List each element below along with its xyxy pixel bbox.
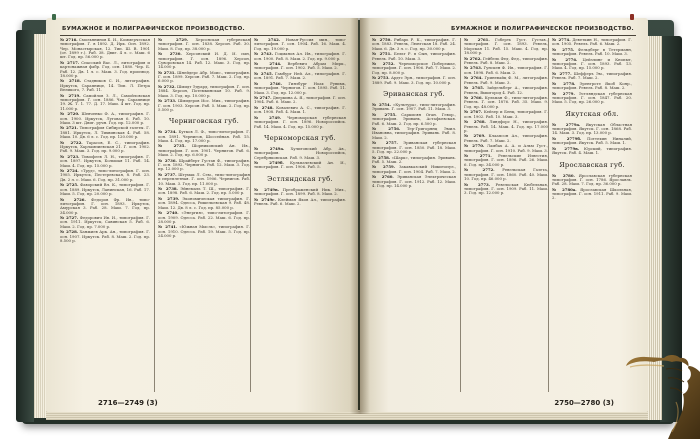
right-col-3-entries-c (552, 174, 632, 201)
entry-number: № 2728. (60, 229, 79, 235)
catalog-entry (60, 141, 150, 154)
catalog-entry (552, 72, 632, 81)
catalog-entry (60, 112, 150, 125)
section-heading-yaroslavl: Ярославская губ. (559, 160, 625, 169)
catalog-entry (60, 61, 150, 78)
left-page-footer: 2716—2749 (3) (98, 399, 158, 407)
entry-text: Деветкин Н., типография. Г. осн. 1905. Ревель. Раб. 6. Маш. 2. (552, 38, 632, 47)
left-header-rule (60, 35, 346, 36)
catalog-entry (254, 62, 346, 71)
entry-number: № 2749в. (254, 186, 279, 192)
entry-text: Гейбель Фед. Фед., типография. Ревель. Раб. 8. Маш. 2. (464, 55, 548, 65)
catalog-entry (254, 198, 346, 207)
catalog-entry (254, 72, 346, 81)
catalog-entry (552, 147, 632, 156)
entry-number: № 2729. (158, 38, 189, 42)
entry-number: № 2778. (552, 80, 576, 86)
cover-edge-left (16, 30, 34, 422)
entry-text: Шорниковский Ан. Ив., типография. Г. осн. 1901. Чернигов. Раб. 6. Маш. 2. Год. пр. 6.000 р. (158, 143, 250, 158)
entry-number: № 2740. (158, 210, 179, 216)
section-heading-chernomor: Черноморская губ. (264, 133, 336, 142)
entry-number: № 2759. (372, 164, 396, 170)
entry-number: № 2749г. (254, 196, 276, 202)
entry-text: Шевченко Ф. А., типография. Г. осн. 1900. Иркутск, Луговая 6. Раб. 10. Маш. 3 шт. Двиг. ручн. Год. пр. 12.000 р. (60, 111, 150, 125)
entry-number: № 2776. (552, 56, 578, 62)
entry-text: Фаворский Вл. К., типография. Г. осн. 1889. Иркутск, Ланинская, 16. Раб. 17. Маш. 5. Год. пр. 20.000 р. (60, 182, 150, 197)
top-edge-tab-green (52, 14, 56, 20)
entry-number: № 2749б. (254, 160, 284, 166)
entry-number: № 2716. (60, 38, 78, 42)
top-edge-tab-red (630, 14, 634, 20)
entry-text: Стадников С. И., литография. Иркутск, Сарапнице, 14. Тип. Л. Петра Великого, 7. Раб. 11. (60, 78, 150, 93)
entry-text: Ковалевич А. С., типография. Г. осн. 1908. Раб. 4. Маш. 1. (254, 104, 347, 115)
catalog-entry (158, 38, 250, 51)
entry-number: № 2727. (60, 215, 79, 221)
catalog-entry (254, 96, 346, 105)
entry-text: Фельдберг в Тетерманн, типография. Ревель. Раб. 10. Маш. 3. (552, 46, 632, 57)
entry-text: Спасский Вас. Л., литография и картонажная фабр. Год. осн. 1880. Чер. Б. Раб. 12. Дв. 1 л. с. Маш. 3. Год. производ. 18.000 р. (60, 59, 150, 78)
entry-text: Кейзер и Бенц, типография. Г. осн. 1902. Раб. 10. Маш. 3. (464, 109, 548, 119)
entry-text: Гоцманов Ал. Ив., типография. Г. осн. 1900. Раб. 8. Маш. 2. Год. пр. 9.000 р. (254, 51, 346, 61)
book-gutter-shadow (350, 18, 370, 414)
catalog-entry (372, 103, 456, 112)
entry-text: Гунскен Ф. Ив., типография. Г. осн. 1898. Раб. 6. Маш. 2. (464, 65, 548, 75)
catalog-entry (60, 155, 150, 168)
entry-number: № 2725. (60, 182, 79, 188)
catalog-entry (464, 96, 548, 109)
entry-number: № 2742. (254, 38, 281, 42)
entry-number: № 2752. (372, 61, 395, 67)
left-col-3-entries (254, 38, 346, 129)
entry-number: № 2769. (464, 133, 486, 139)
right-col-3-entries (552, 38, 632, 105)
entry-number: № 2777. (552, 70, 572, 76)
entry-number: № 2767. (464, 109, 483, 115)
catalog-entry (254, 106, 346, 115)
entry-number: № 2738. (158, 186, 178, 192)
entry-number: № 2751. (372, 51, 392, 57)
entry-number: № 2718. (60, 78, 82, 84)
right-col-2-entries (464, 38, 548, 196)
section-heading-estland: Эстляндская губ. (267, 174, 333, 183)
entry-number: № 2764. (464, 75, 483, 81)
entry-number: № 2765. (464, 85, 485, 91)
entry-text: Ревельская Кюбельная, типография. Г. осн. 1909. Раб. 11. Маш. 3. Год. пр. 12.000 р. (464, 181, 548, 196)
entry-text: «Культура», типо-литография. Эривань. Г. осн. 1907. Раб. 11. Маш. 3. (372, 102, 456, 112)
entry-text: Юрский, типография. Якутск. Раб. 4. Маш. 1. (552, 145, 632, 156)
entry-number: № 2744. (254, 61, 282, 67)
catalog-entry (552, 82, 632, 91)
entry-number: № 2746. (254, 80, 282, 86)
catalog-entry (372, 52, 456, 61)
catalog-entry (464, 134, 548, 143)
catalog-entry (254, 147, 346, 160)
entry-text: Преображенский Ник. Мих., типография. Г. осн. 1899. Раб. 8. Маш. 2. (254, 186, 346, 197)
entry-text: Ревельские Известия, типография. Г. осн. 1896. Раб. 26. Маш. 6. Год. пр. 34.000 р. (464, 153, 548, 167)
entry-text: Рибарь Р. К., типография. Г. осн. 1883. Ревель, Люнгская 18. Раб. 24. Маш. 6. Дв. 3 л. с. Год. пр. 30.000 р. (372, 38, 456, 51)
entry-number: № 2734. (158, 129, 177, 135)
entry-number: № 2736. (158, 157, 177, 163)
entry-number: № 2779а. (552, 121, 581, 127)
catalog-entry (158, 211, 250, 224)
entry-number: № 2724. (60, 168, 79, 174)
entry-number: № 2747. (254, 95, 272, 101)
left-col-1 (60, 38, 153, 392)
entry-number: № 2720. (60, 111, 80, 117)
entry-number: № 2733. (158, 98, 177, 104)
entry-text: Федоров Фр. Ив., типо-литография. Г. осн. 1893. Иркутск, Амурская 3. Раб. 28. Маш. 7. Год. пр. 34.000 р. (60, 196, 150, 215)
entry-text: Ханжиев Арк. Ан., типография. Г. осн. 1907. Иркутск. Раб. 8. Маш. 2. Год. пр. 8.500 р. (60, 229, 150, 244)
left-col-3-entries-c (254, 188, 346, 207)
entry-text: Смольянинов Б. И., Коммерческая типография. Г. в 1892. Д. Ирк. Осн. 1892. Чер. Монастырская, 12. Тип. Ш. В. 1901 (от. 1899 г.). Раб. 38. Двиг. 4 л. с. Маш. 6 шт. Год. пр. 56.000 р. (60, 38, 150, 60)
left-page-header: БУМАЖНОЕ И ПОЛИГРАФИЧЕСКОЕ ПРОИЗВОДСТВО. (62, 26, 245, 32)
catalog-entry (552, 123, 632, 136)
entry-number: № 2723. (60, 153, 80, 159)
entry-number: № 2749а. (254, 145, 285, 151)
entry-text: Закавказский Никитопул., типография. Г. осн. 1904. Раб. 7. Маш. 2. (372, 164, 456, 174)
entry-number: № 2780. (552, 172, 575, 178)
entry-text: «Южная Мысль», типография. Г. осн. 1910. Одесса. Раб. 19. Маш. 5. Год. пр. 24.000 р. (158, 224, 250, 239)
catalog-entry (158, 187, 250, 196)
entry-number: № 2732. (158, 84, 176, 89)
entry-text: Дверкина А. Я., типография. Г. осн. 1904. Раб. 6. Маш. 2. (254, 95, 346, 105)
catalog-entry (372, 76, 456, 85)
entry-number: № 2758. (372, 154, 391, 160)
catalog-entry (372, 127, 456, 140)
catalog-entry (158, 144, 250, 157)
left-col-1-entries (60, 38, 150, 243)
entry-text: Шнейдерс Абр. Моис., типография. Г. осн. 1899. Херсон. Раб. 7. Маш. 2. Год. пр. 6.000 р. (158, 69, 250, 84)
section-heading-chernigov: Черниговская губ. (169, 117, 239, 126)
entry-number: № 2768. (464, 119, 486, 125)
catalog-entry (372, 165, 456, 174)
entry-text: Вербевич Абрам Мирк., типография. Г. осн. 1902. Раб. 5. Маш. 2. (254, 61, 346, 71)
entry-number: № 2749. (254, 114, 282, 120)
catalog-entry (372, 156, 456, 165)
entry-text: Поттехин Ниналий, типография. Якутск. Раб. 5. Маш. 1. (552, 135, 632, 146)
entry-text: Ардтс Эрн., типография. Г. осн. 1889. Раб. 9. Маш. 3. Год. пр. 10.000 р. (372, 75, 456, 85)
entry-text: Ламбах А. А. и Альм Густ., типография. Г. осн. 1910. Раб. 9. Маш. 3. (464, 143, 548, 153)
catalog-entry (464, 76, 548, 85)
entry-number: № 2730. (158, 51, 182, 57)
entry-text: Линдфорс Н., типография. Ревель. Раб. 14. Маш. 4. Год. пр. 17.000 р. (464, 119, 548, 133)
entry-text: Ярославская губернская типография. Г. осн. 1786. Ярославль. Раб. 28. Маш. 7. Год. пр. 36.000 р. (552, 172, 632, 187)
entry-number: № 2750. (372, 38, 392, 42)
brass-hand-page-holder-icon (620, 336, 700, 439)
catalog-entry (372, 62, 456, 75)
entry-number: № 2775. (552, 46, 575, 52)
catalog-entry (464, 110, 548, 119)
catalog-entry (158, 130, 250, 143)
catalog-entry (464, 144, 548, 153)
entry-number: № 2760. (372, 174, 394, 180)
entry-number: № 2753. (372, 75, 390, 81)
left-col-2-entries (158, 38, 250, 112)
entry-text: Штумак Л. Сем., типо-литография и переплетная. Г. осн. 1906. Чернигов. Раб. 10. Маш. 3. Год. пр. 11.000 р. (158, 171, 250, 186)
entry-number: № 2766. (464, 95, 483, 101)
entry-text: Шрайберт Густав Ф., типография. Г. осн. 1892. Чернигов. Раб. 12. Маш. 3. Год. пр. 12.000 р. (158, 157, 250, 172)
entry-text: Эриванская Электрическая типография. Г. осн. 1912. Раб. 12. Маш. 4. Год. пр. 14.000 р. (372, 174, 456, 188)
catalog-entry (552, 188, 632, 201)
entry-number: № 2739. (158, 196, 180, 201)
entry-text: Экономическая типография. Г. осн. 1894. Одесса, Ришельевская 9. Раб. 48. Маш. 12. Дв. 8 л. с. Год. пр. 85.000 р. (158, 196, 250, 210)
entry-text: Клаапсон Ал., типография. Ревель. Раб. 7. Маш. 2. (464, 133, 548, 143)
entry-number: № 2770. (464, 143, 485, 149)
right-col-1 (372, 38, 459, 392)
entry-text: Тер-Григорянц Эмил. Ивановна, типография. Эривань. Раб. 8. Маш. 2. (372, 126, 456, 140)
catalog-entry (60, 230, 150, 243)
catalog-entry (254, 116, 346, 129)
right-page-footer: 2750—2780 (3) (554, 399, 614, 407)
catalog-entry (158, 225, 250, 238)
entry-text: Ревельская Газета, типография. Г. осн. 1860. Раб. 40. Маш. 10. Год. пр. 46.000 р. (464, 167, 548, 182)
catalog-entry (464, 183, 548, 196)
entry-number: № 2726. (60, 196, 86, 202)
entry-text: Эйнемаль Т. Ш., типография. Г. осн. 1898. Раб. 6. Маш. 2. Год. пр. 5.000 р. (158, 186, 250, 196)
catalog-entry (254, 82, 346, 95)
right-page (360, 18, 648, 412)
entry-number: № 2763. (464, 65, 483, 71)
catalog-entry (254, 188, 346, 197)
catalog-entry (158, 99, 250, 112)
entry-number: № 2721. (60, 125, 79, 131)
entry-number: № 2755. (372, 111, 397, 117)
entry-text: «Труд», типо-литография. Г. осн. 1905. Иркутск, Пестеревская, 8. Раб. 23. Дв. 2 л. с. Маш. 6. Год. пр. 31.000 р. (60, 168, 150, 182)
entry-number: № 2754. (372, 102, 391, 107)
catalog-entry (254, 161, 346, 170)
catalog-entry (372, 175, 456, 188)
entry-number: № 2719. (60, 92, 81, 98)
entry-text: Федорович Ив. И., типография. Г. осн. 1911. Иркутск, Савинская 5. Раб. 6. Маш. 2. Год. пр. 7.000 р. (60, 215, 150, 229)
catalog-entry (464, 154, 548, 167)
catalog-entry (158, 71, 250, 84)
entry-text: Херсонский И. Д. И. сын, типография. Г. осн. 1896. Херсон, Суворовская 14. Раб. 12. Маш. 3. Год. пр. 14.000 р. (158, 51, 251, 70)
entry-text: Эренгроте Якоб Конр., типография. Ревель. Раб. 8. Маш. 2. (552, 80, 632, 91)
catalog-entry (60, 94, 150, 111)
entry-number: № 2757. (372, 140, 398, 146)
catalog-entry (372, 38, 456, 51)
catalog-entry (158, 173, 250, 186)
section-heading-erivan: Эриванская губ. (383, 90, 445, 98)
catalog-entry (464, 38, 548, 55)
catalog-entry (552, 174, 632, 187)
entry-number: № 2722. (60, 139, 83, 145)
right-page-header: БУМАЖНОЕ И ПОЛИГРАФИЧЕСКОЕ ПРОИЗВОДСТВО. (451, 26, 634, 32)
catalog-entry (552, 38, 632, 47)
catalog-entry (60, 126, 150, 139)
entry-text: Новая-Руссия мин., типо-литография. Г. осн. 1904. Раб. 16. Маш. 4. Год. пр. 19.000 р. (254, 38, 346, 51)
entry-text: Типография Сибирской газеты. Г. 1881. Иркутск, Л. Тихвинская 4. Раб. 58. Маш. 10. Дв. 6 л. с. Год. пр. 120.000 р. (60, 125, 150, 140)
catalog-entry (464, 120, 548, 133)
catalog-entry (464, 86, 548, 95)
entry-number: № 2773. (464, 181, 491, 187)
entry-text: Клейман Яков Ал., типография. Ревель. Раб. 6. Маш. 2. (254, 196, 346, 206)
entry-text: «Энергия», типо-литография. Г. осн. 1909. Одесса. Раб. 22. Маш. 6. Год. пр. 28.000 р. (158, 210, 250, 224)
catalog-entry (60, 79, 150, 92)
entry-text: «Шарк», типография. Эривань. Раб. 5. Маш. 2. (372, 154, 456, 164)
entry-text: Черноморское Побережье, типография. Г. осн. 1906. Раб. 7. Маш. 2. Год. пр. 8.000 р. (372, 61, 456, 75)
catalog-entry (464, 66, 548, 75)
entry-number: № 2731. (158, 69, 176, 75)
entry-text: Цейзлинг и Кнопыт, типография. Г. осн. 1893. Раб. 13. Маш. 4. Год. пр. 15.000 р. (552, 56, 632, 71)
entry-text: Бутков Л. Ф., типо-литография. Г. осн. 1891. Чернигов, Шоссейная. Раб. 15. Маш. 4. Год. пр. 17.000 р. (158, 129, 250, 143)
catalog-entry (60, 38, 150, 60)
entry-text: Шмидеров Иос. Мих., типография. Г. осн. 1903. Херсон. Раб. 5. Маш. 2. Год. пр. 5.500 р. (158, 98, 250, 112)
entry-text: Черноморская губернская типография. Г. осн. 1896. Новороссийск. Раб. 14. Маш. 4. Год. пр. 15.000 р. (254, 114, 346, 129)
entry-number: № 2762. (464, 55, 482, 61)
entry-number: № 2756. (372, 126, 401, 132)
catalog-entry (552, 92, 632, 105)
entry-number: № 2735. (158, 143, 186, 149)
entry-text: Эстляндская губернская типография. Г. осн. 1847. Раб. 20. Маш. 5. Год. пр. 26.000 р. (552, 90, 632, 105)
catalog-entry (158, 159, 250, 172)
entry-text: Хулиговский Абр. Ав., типография. Новороссийск, Серебряковская. Раб. 9. Маш. 3. (254, 145, 346, 160)
entry-number: № 2717. (60, 59, 80, 65)
entry-number: № 2771. (464, 153, 492, 159)
catalog-entry (60, 198, 150, 215)
left-page (46, 18, 358, 412)
entry-text: Самойлов З. Л., Самойловская типография. Г. осн. 1886. Чер. Сарапнице 19. Ж. Т. 1. 77. Д. 17. Маш. 4 шт. Год. пр. 11.000 р. (60, 92, 150, 111)
entry-text: Гоберть Густ. Густав., типография. Г. осн. 1893. Ревель, Морская 11. Раб. 15. Маш. 4. Год. пр. 18.000 р. (464, 38, 548, 56)
entry-text: Якутская Областная типография. Якутск. Г. осн. 1868. Раб. 14. Маш. 3. Год. пр. 13.000 р. (552, 121, 632, 136)
right-col-3-entries-b (552, 123, 632, 156)
catalog-entry (158, 52, 250, 69)
entry-text: Гинзбург Ноах Рувимь, типография. Чернигов. Г. осн. 1895. Раб. 11. Маш. 3. Год. пр. 12.000 р. (254, 80, 346, 95)
entry-number: № 2779б. (552, 135, 582, 141)
section-heading-yakutsk: Якутская обл. (565, 109, 619, 118)
entry-text: Гриневайц Ф. М., литография. Ревель. Раб. 9. Маш. 3. (464, 75, 548, 85)
entry-number: № 2772. (464, 167, 495, 173)
catalog-entry (552, 48, 632, 57)
entry-text: Саркисян Оган. Гевор., типография. Эривань, Астафьевская. Раб. 6. Маш. 2. Год. пр. 6.500 р. (372, 111, 456, 126)
catalog-entry (254, 38, 346, 51)
catalog-entry (158, 197, 250, 210)
catalog-entry (254, 52, 346, 61)
entry-text: Ярославская Школьная, типография. Г. осн. 1911. Раб. 9. Маш. 2. (552, 186, 632, 201)
entry-text: Эриванская губернская типография. Г. осн. 1850. Раб. 18. Маш. 5. Год. пр. 22.000 р. (372, 140, 456, 154)
entry-number: № 2780а. (552, 186, 577, 192)
entry-text: Шефферъ Эм., типография. Ревель. Раб. 7. Маш. 2. (552, 70, 632, 81)
catalog-entry (372, 113, 456, 126)
entry-text: Зайдельберг А., типография. Ревель, Вышгород 4. Раб. 12. (464, 85, 548, 95)
right-col-2 (460, 38, 551, 392)
entry-text: Кульман Ф., типо-литография. Ревель. Г. осн. 1876. Раб. 35. Маш. 9. Год. пр. 48.000 р. (464, 95, 548, 109)
catalog-entry (552, 58, 632, 71)
catalog-entry (60, 183, 150, 196)
catalog-entry (372, 141, 456, 154)
entry-text: Гамбург Ней. Ал., типография. Г. осн. 1891. Раб. 7. Маш. 2. (254, 70, 346, 81)
entry-number: № 2779. (552, 90, 575, 96)
catalog-entry (60, 216, 150, 229)
entry-text: Херсонская губернская типография. Г. осн. 1838. Херсон. Раб. 30. Маш. 8. Год. пр. 38.000 р. (158, 38, 250, 51)
left-col-3-entries-b (254, 147, 346, 170)
entry-number: № 2774. (552, 38, 571, 42)
catalog-entry (158, 85, 250, 98)
right-header-rule (370, 35, 636, 36)
right-col-1-entries (372, 38, 456, 85)
left-col-3 (250, 38, 349, 392)
entry-number: № 2737. (158, 171, 177, 177)
left-col-2 (154, 38, 253, 392)
entry-number: № 2741. (158, 224, 178, 230)
entry-number: № 2743. (254, 51, 273, 57)
entry-text: Тимофеев Л. Н., типография. Г. осн. 1897. Иркутск, Большая 11. Раб. 14. Маш. 4. Год. пр. 15.000 р. (60, 153, 150, 168)
entry-number: № 2761. (464, 38, 490, 42)
entry-number: № 2745. (254, 70, 273, 76)
catalog-entry (60, 169, 150, 182)
catalog-entry (552, 137, 632, 146)
right-col-1-entries-b (372, 103, 456, 188)
left-col-2-entries-b (158, 130, 250, 238)
entry-text: Шмидт Эдуард, типография. Г. осн. 1884. Херсон, Потемкинская 10. Раб. 9. Маш. 3. Год. пр. 10.000 р. (158, 84, 250, 98)
entry-number: № 2748. (254, 104, 274, 110)
entry-text: Бельт Р. в Сын, типография. Ревель. Раб. 10. Маш. 3. (372, 51, 456, 61)
entry-number: № 2779в. (552, 145, 580, 151)
catalog-entry (464, 168, 548, 181)
entry-text: Кульпачевский Ан. И., типография. Г. осн. 1906. Раб. 5. (254, 160, 346, 170)
entry-text: Тарасов, Е. С., типография. Иркутск, Харлампиевская 21. Г. осн. 1902. Раб. 9. Маш. 3. Год. пр. 9.000 р. (60, 139, 150, 154)
catalog-entry (464, 57, 548, 66)
